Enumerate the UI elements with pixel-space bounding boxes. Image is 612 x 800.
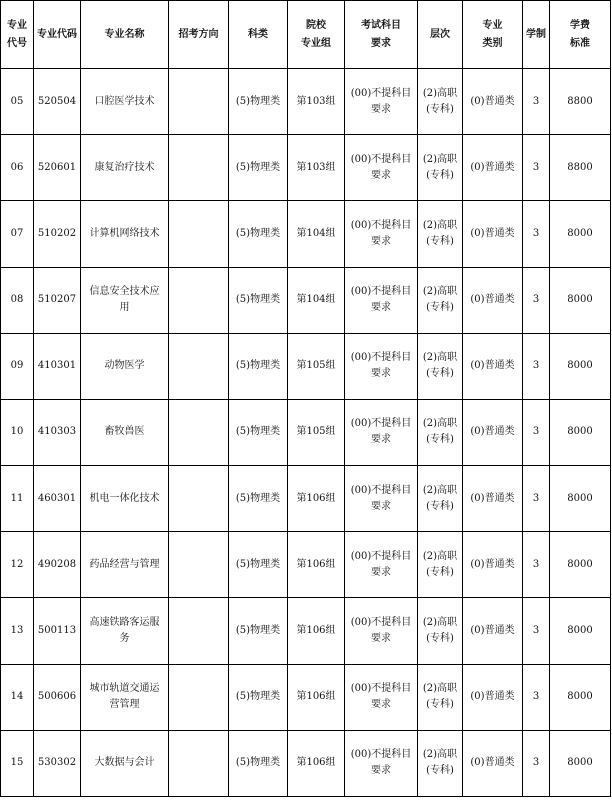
cell-exam-subject-requirement — [345, 267, 418, 333]
cell-line: 要求 — [371, 632, 391, 644]
cell-institution-major-group: 第105组 — [288, 333, 345, 399]
cell-major-code: 520504 — [34, 69, 81, 135]
cell-major-category: (0)普通类 — [463, 532, 523, 598]
cell-enrollment-direction — [169, 399, 229, 465]
cell-major-code-short: 10 — [1, 399, 34, 465]
cell-line: (2)高职 — [422, 749, 458, 761]
cell-major-category: (0)普通类 — [463, 399, 523, 465]
cell-line: 用 — [119, 302, 130, 314]
cell-major-code: 520601 — [34, 135, 81, 201]
cell-major-code-short: 13 — [1, 598, 34, 664]
cell-line: (00)不提科目 — [350, 683, 412, 695]
header-subject-category: 科类 — [229, 1, 288, 69]
cell-exam-subject-requirement — [345, 664, 418, 730]
cell-education-level — [418, 69, 463, 135]
cell-education-level — [418, 399, 463, 465]
cell-education-level — [418, 135, 463, 201]
table-row — [1, 201, 611, 267]
cell-major-code-short: 09 — [1, 333, 34, 399]
cell-duration: 3 — [523, 267, 550, 333]
cell-duration: 3 — [523, 399, 550, 465]
cell-line: 要求 — [371, 566, 391, 578]
cell-line: (2)高职 — [422, 616, 458, 628]
cell-line: 要求 — [371, 368, 391, 380]
cell-line: 专业 — [7, 19, 27, 31]
cell-line: 营管理 — [109, 699, 140, 711]
cell-line: 高速铁路客运服 — [89, 616, 160, 628]
cell-tuition: 8000 — [550, 267, 611, 333]
cell-subject-category: (5)物理类 — [229, 466, 288, 532]
cell-subject-category: (5)物理类 — [229, 267, 288, 333]
cell-major-code-short: 05 — [1, 69, 34, 135]
table-row — [1, 267, 611, 333]
cell-major-category: (0)普通类 — [463, 201, 523, 267]
cell-line: (专科) — [426, 500, 454, 512]
cell-duration: 3 — [523, 598, 550, 664]
cell-line: (00)不提科目 — [350, 616, 412, 628]
cell-line: 要求 — [371, 302, 391, 314]
cell-line: (2)高职 — [422, 484, 458, 496]
cell-line: (2)高职 — [422, 683, 458, 695]
cell-education-level — [418, 267, 463, 333]
cell-duration: 3 — [523, 730, 550, 796]
cell-exam-subject-requirement — [345, 333, 418, 399]
cell-exam-subject-requirement — [345, 69, 418, 135]
cell-enrollment-direction — [169, 598, 229, 664]
table-row — [1, 598, 611, 664]
cell-line: 要求 — [371, 434, 391, 446]
cell-major-category: (0)普通类 — [463, 267, 523, 333]
table-header — [1, 1, 611, 69]
header-duration: 学制 — [523, 1, 550, 69]
cell-line: (00)不提科目 — [350, 550, 412, 562]
table-row — [1, 532, 611, 598]
cell-line: 标准 — [570, 37, 590, 49]
cell-tuition: 8000 — [550, 598, 611, 664]
cell-line: 要求 — [371, 500, 391, 512]
cell-line: (专科) — [426, 302, 454, 314]
cell-enrollment-direction — [169, 69, 229, 135]
cell-line: 专业组 — [301, 37, 331, 49]
cell-tuition: 8800 — [550, 69, 611, 135]
cell-line: (专科) — [426, 566, 454, 578]
cell-tuition: 8800 — [550, 135, 611, 201]
table-row — [1, 399, 611, 465]
table-row — [1, 135, 611, 201]
table-row — [1, 466, 611, 532]
cell-line: 信息安全技术应 — [89, 286, 160, 298]
header-enrollment-direction: 招考方向 — [169, 1, 229, 69]
cell-line: 要求 — [371, 37, 391, 49]
cell-enrollment-direction — [169, 333, 229, 399]
cell-line: (专科) — [426, 169, 454, 181]
cell-exam-subject-requirement — [345, 201, 418, 267]
cell-enrollment-direction — [169, 730, 229, 796]
cell-institution-major-group: 第104组 — [288, 267, 345, 333]
cell-exam-subject-requirement — [345, 466, 418, 532]
cell-major-category: (0)普通类 — [463, 135, 523, 201]
cell-line: (00)不提科目 — [350, 352, 412, 364]
cell-major-code-short: 08 — [1, 267, 34, 333]
cell-institution-major-group: 第105组 — [288, 399, 345, 465]
cell-major-category: (0)普通类 — [463, 69, 523, 135]
cell-major-code-short: 07 — [1, 201, 34, 267]
cell-line: (2)高职 — [422, 550, 458, 562]
cell-major-name: 康复治疗技术 — [81, 135, 169, 201]
cell-exam-subject-requirement — [345, 730, 418, 796]
cell-line: (00)不提科目 — [350, 87, 412, 99]
cell-education-level — [418, 730, 463, 796]
cell-line: (00)不提科目 — [350, 418, 412, 430]
cell-line: 要求 — [371, 103, 391, 115]
cell-major-name — [81, 598, 169, 664]
cell-line: (专科) — [426, 103, 454, 115]
cell-major-name — [81, 664, 169, 730]
table-row — [1, 333, 611, 399]
cell-major-code-short: 06 — [1, 135, 34, 201]
cell-education-level — [418, 598, 463, 664]
cell-duration: 3 — [523, 466, 550, 532]
cell-line: 要求 — [371, 235, 391, 247]
cell-exam-subject-requirement — [345, 532, 418, 598]
cell-enrollment-direction — [169, 135, 229, 201]
cell-major-code: 510207 — [34, 267, 81, 333]
header-major-category — [463, 1, 523, 69]
header-education-level: 层次 — [418, 1, 463, 69]
cell-line: 要求 — [371, 765, 391, 777]
cell-major-code: 500113 — [34, 598, 81, 664]
cell-enrollment-direction — [169, 664, 229, 730]
cell-institution-major-group: 第103组 — [288, 69, 345, 135]
cell-line: (00)不提科目 — [350, 749, 412, 761]
cell-institution-major-group: 第106组 — [288, 664, 345, 730]
cell-major-name — [81, 267, 169, 333]
cell-duration: 3 — [523, 201, 550, 267]
cell-line: (2)高职 — [422, 286, 458, 298]
cell-tuition: 8000 — [550, 333, 611, 399]
cell-institution-major-group: 第106组 — [288, 466, 345, 532]
cell-exam-subject-requirement — [345, 399, 418, 465]
cell-line: (2)高职 — [422, 87, 458, 99]
cell-line: (00)不提科目 — [350, 484, 412, 496]
cell-major-name: 计算机网络技术 — [81, 201, 169, 267]
cell-line: (专科) — [426, 434, 454, 446]
cell-enrollment-direction — [169, 532, 229, 598]
table-row — [1, 69, 611, 135]
cell-enrollment-direction — [169, 466, 229, 532]
cell-major-name: 畜牧兽医 — [81, 399, 169, 465]
cell-line: (2)高职 — [422, 418, 458, 430]
cell-line: 类别 — [482, 37, 503, 49]
cell-major-name: 大数据与会计 — [81, 730, 169, 796]
cell-subject-category: (5)物理类 — [229, 399, 288, 465]
cell-subject-category: (5)物理类 — [229, 598, 288, 664]
cell-education-level — [418, 532, 463, 598]
cell-line: 院校 — [306, 19, 326, 31]
cell-line: 城市轨道交通运 — [89, 683, 160, 695]
cell-major-name: 动物医学 — [81, 333, 169, 399]
cell-major-category: (0)普通类 — [463, 598, 523, 664]
cell-education-level — [418, 201, 463, 267]
cell-major-category: (0)普通类 — [463, 333, 523, 399]
cell-major-code-short: 11 — [1, 466, 34, 532]
cell-subject-category: (5)物理类 — [229, 532, 288, 598]
cell-major-code: 490208 — [34, 532, 81, 598]
cell-line: (专科) — [426, 368, 454, 380]
cell-education-level — [418, 333, 463, 399]
cell-major-code-short: 14 — [1, 664, 34, 730]
cell-line: (专科) — [426, 235, 454, 247]
header-major-code-short — [1, 1, 34, 69]
header-exam-subject-requirement — [345, 1, 418, 69]
cell-subject-category: (5)物理类 — [229, 664, 288, 730]
cell-subject-category: (5)物理类 — [229, 201, 288, 267]
cell-major-name: 口腔医学技术 — [81, 69, 169, 135]
cell-tuition: 8000 — [550, 532, 611, 598]
cell-duration: 3 — [523, 69, 550, 135]
cell-exam-subject-requirement — [345, 135, 418, 201]
table-body — [1, 69, 611, 797]
cell-tuition: 8000 — [550, 466, 611, 532]
cell-line: (专科) — [426, 765, 454, 777]
cell-duration: 3 — [523, 532, 550, 598]
header-institution-major-group — [288, 1, 345, 69]
cell-tuition: 8000 — [550, 399, 611, 465]
cell-line: 考试科目 — [361, 19, 401, 31]
cell-line: 要求 — [371, 699, 391, 711]
cell-major-code-short: 12 — [1, 532, 34, 598]
cell-line: 务 — [119, 632, 130, 644]
cell-line: (专科) — [426, 632, 454, 644]
cell-enrollment-direction — [169, 267, 229, 333]
cell-subject-category: (5)物理类 — [229, 135, 288, 201]
header-major-name: 专业名称 — [81, 1, 169, 69]
cell-line: (2)高职 — [422, 153, 458, 165]
cell-major-code: 510202 — [34, 201, 81, 267]
header-major-code: 专业代码 — [34, 1, 81, 69]
cell-major-category: (0)普通类 — [463, 664, 523, 730]
cell-line: (00)不提科目 — [350, 286, 412, 298]
cell-major-category: (0)普通类 — [463, 730, 523, 796]
cell-institution-major-group: 第106组 — [288, 730, 345, 796]
cell-enrollment-direction — [169, 201, 229, 267]
cell-major-code: 410301 — [34, 333, 81, 399]
cell-institution-major-group: 第104组 — [288, 201, 345, 267]
cell-institution-major-group: 第106组 — [288, 532, 345, 598]
cell-line: 学费 — [570, 19, 590, 31]
cell-duration: 3 — [523, 135, 550, 201]
table-row — [1, 730, 611, 796]
cell-tuition: 8000 — [550, 730, 611, 796]
cell-line: (专科) — [426, 699, 454, 711]
cell-major-code-short: 15 — [1, 730, 34, 796]
cell-exam-subject-requirement — [345, 598, 418, 664]
cell-education-level — [418, 664, 463, 730]
cell-institution-major-group: 第106组 — [288, 598, 345, 664]
cell-subject-category: (5)物理类 — [229, 69, 288, 135]
cell-line: (2)高职 — [422, 219, 458, 231]
header-tuition — [550, 1, 611, 69]
cell-line: 代号 — [7, 37, 27, 49]
table-row — [1, 664, 611, 730]
cell-major-code: 460301 — [34, 466, 81, 532]
cell-line: (00)不提科目 — [350, 219, 412, 231]
cell-subject-category: (5)物理类 — [229, 730, 288, 796]
cell-line: 要求 — [371, 169, 391, 181]
cell-major-code: 530302 — [34, 730, 81, 796]
cell-tuition: 8000 — [550, 664, 611, 730]
cell-line: (00)不提科目 — [350, 153, 412, 165]
cell-major-code: 500606 — [34, 664, 81, 730]
cell-major-name: 药品经营与管理 — [81, 532, 169, 598]
cell-tuition: 8000 — [550, 201, 611, 267]
cell-education-level — [418, 466, 463, 532]
cell-major-name: 机电一体化技术 — [81, 466, 169, 532]
cell-institution-major-group: 第103组 — [288, 135, 345, 201]
cell-major-category: (0)普通类 — [463, 466, 523, 532]
cell-duration: 3 — [523, 333, 550, 399]
cell-line: (2)高职 — [422, 352, 458, 364]
cell-subject-category: (5)物理类 — [229, 333, 288, 399]
cell-line: 专业 — [482, 19, 503, 31]
header-row — [1, 1, 611, 69]
cell-duration: 3 — [523, 664, 550, 730]
cell-major-code: 410303 — [34, 399, 81, 465]
